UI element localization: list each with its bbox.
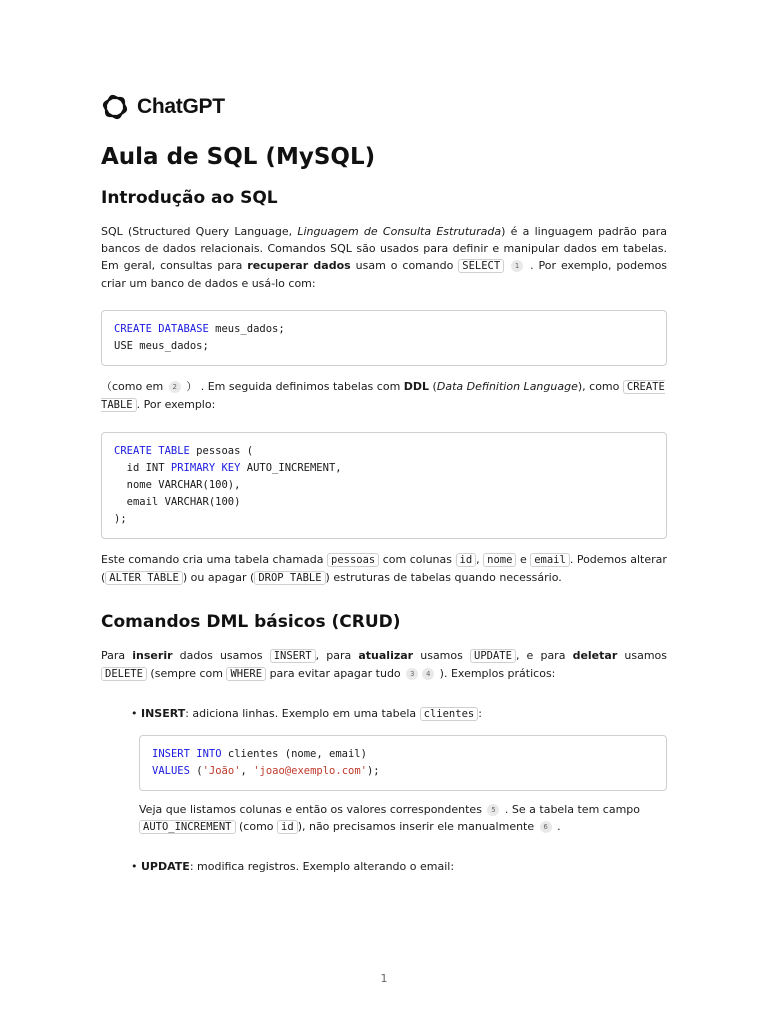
inline-code: clientes: [420, 707, 479, 721]
bullet-icon: •: [131, 707, 138, 720]
inline-code: INSERT: [270, 649, 316, 663]
citation-badge[interactable]: 2: [169, 381, 181, 393]
inline-code: email: [530, 553, 570, 567]
code-block: CREATE TABLE pessoas ( id INT PRIMARY KEY AUTO_INCREMENT, nome VARCHAR(100), email VARCHAR(100) );: [101, 432, 667, 539]
brand-header: [101, 92, 667, 122]
bullet-icon: •: [131, 860, 138, 873]
table-explanation-paragraph: Este comando cria uma tabela chamada pessoas com colunas id , nome e email . Podemos alterar ( ALTER TABLE ) ou apagar ( DROP TABLE ) estruturas de tabelas quando necessário.: [101, 553, 667, 584]
document-title: Aula de SQL (MySQL): [101, 144, 376, 170]
section-heading-intro: Introdução ao SQL: [101, 188, 278, 208]
intro-paragraph: SQL (Structured Query Language, Linguagem de Consulta Estruturada) é a linguagem padrão para bancos de dados relacionais. Comandos SQL são usados para definir e manipular dados em tabelas. Em geral, consultas para recuperar dados usam o comando SELECT 1 . Por exemplo, podemos criar um banco de dados e usá-lo com:: [101, 225, 668, 290]
insert-note-paragraph: Veja que listamos colunas e então os valores correspondentes 5 . Se a tabela tem campo AUTO_INCREMENT (como id ), não precisamos inserir ele manualmente 6 .: [139, 803, 641, 833]
code-block: CREATE DATABASE meus_dados; USE meus_dados;: [101, 310, 667, 366]
inline-code: id: [277, 820, 298, 834]
inline-code: DROP TABLE: [254, 571, 325, 585]
list-item-insert: • INSERT: adiciona linhas. Exemplo em uma tabela clientes :: [131, 707, 482, 720]
inline-code: id: [456, 553, 477, 567]
brand-name: ChatGPT: [137, 95, 225, 118]
citation-badge[interactable]: 1: [511, 260, 523, 272]
insert-details: [139, 735, 667, 836]
inline-code: pessoas: [327, 553, 379, 567]
inline-code: WHERE: [226, 667, 266, 681]
inline-code: DELETE: [101, 667, 147, 681]
openai-logo-icon: [101, 93, 129, 121]
ddl-paragraph: （como em 2 ） . Em seguida definimos tabelas com DDL (Data Definition Language), como CREATE TABLE . Por exemplo:: [101, 380, 665, 411]
inline-code: UPDATE: [470, 649, 516, 663]
inline-code: CREATE TABLE: [101, 381, 665, 411]
citation-badge[interactable]: 4: [422, 668, 434, 680]
citation-badge[interactable]: 6: [540, 821, 552, 833]
document-page: [101, 92, 667, 875]
inline-code: ALTER TABLE: [105, 571, 183, 585]
citation-badge[interactable]: 5: [487, 804, 499, 816]
list-item-update: • UPDATE: modifica registros. Exemplo alterando o email:: [131, 860, 455, 873]
code-block: INSERT INTO clientes (nome, email) VALUES ('João', 'joao@exemplo.com');: [139, 735, 667, 791]
dml-paragraph: Para inserir dados usamos INSERT , para atualizar usamos UPDATE , e para deletar usamos DELETE (sempre com WHERE para evitar apagar tudo 3 4 ). Exemplos práticos:: [101, 649, 667, 680]
inline-code: SELECT: [458, 259, 504, 273]
inline-code: nome: [483, 553, 516, 567]
citation-badge[interactable]: 3: [406, 668, 418, 680]
inline-code: AUTO_INCREMENT: [139, 820, 236, 834]
section-heading-dml: Comandos DML básicos (CRUD): [101, 612, 401, 632]
page-number: 1: [380, 972, 388, 985]
